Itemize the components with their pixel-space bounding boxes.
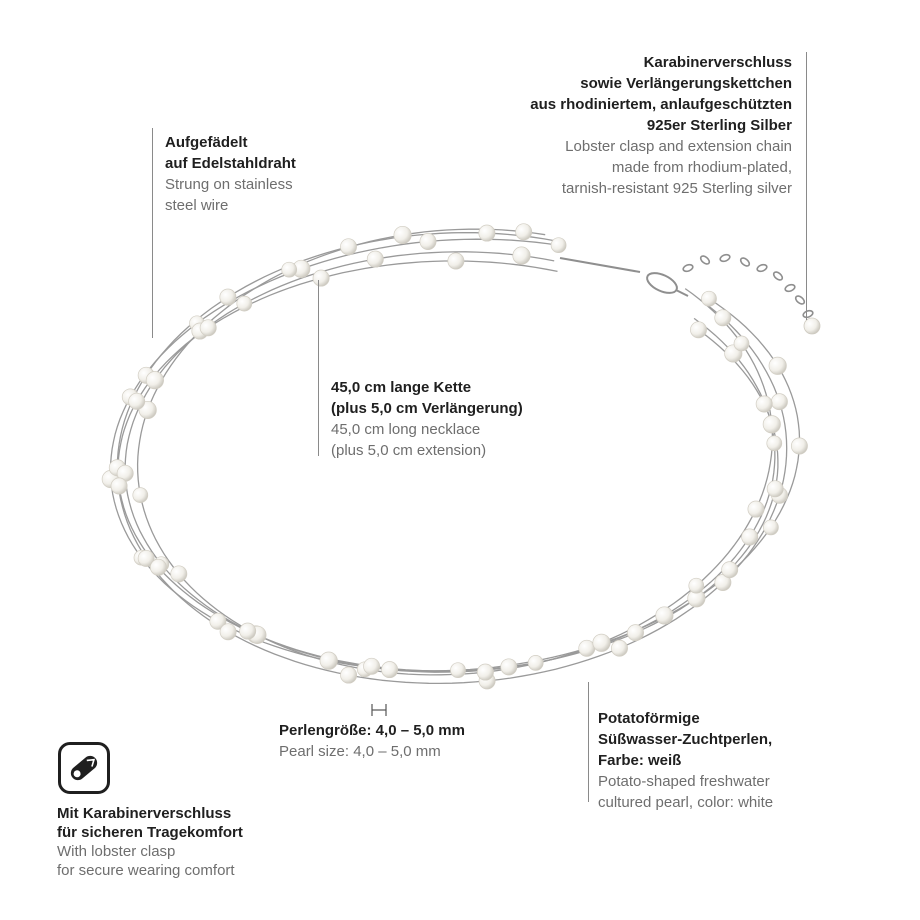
- pearl-type-leader-line: [588, 682, 589, 802]
- length-de-2: (plus 5,0 cm Verlängerung): [331, 400, 523, 417]
- pearl: [420, 233, 436, 249]
- pearl: [734, 336, 749, 351]
- pearl: [313, 270, 329, 286]
- pearl: [448, 253, 464, 269]
- pearl: [742, 529, 758, 545]
- comfort-de-1: Mit Karabinerverschluss: [57, 805, 232, 822]
- pearl: [551, 238, 566, 253]
- pearl: [516, 224, 532, 240]
- pearl: [200, 320, 216, 336]
- wire-de-1: Aufgefädelt: [165, 134, 248, 151]
- chain-link: [784, 283, 795, 292]
- pearl: [240, 623, 256, 639]
- chain-link: [699, 254, 711, 265]
- pearl: [282, 262, 297, 277]
- wire-leader-line: [152, 128, 153, 338]
- chain-link: [719, 253, 730, 262]
- length-en-2: (plus 5,0 cm extension): [331, 442, 487, 459]
- pearl: [690, 322, 706, 338]
- extension-chain: [682, 253, 813, 318]
- lobster-clasp-icon: [58, 742, 110, 794]
- pearl: [528, 655, 543, 670]
- clasp-en-1: Lobster clasp and extension chain: [565, 138, 792, 155]
- pearl: [771, 394, 787, 410]
- clasp-en-3: tarnish-resistant 925 Sterling silver: [561, 180, 792, 197]
- pearl-type-de-3: Farbe: weiß: [598, 752, 682, 769]
- pearl: [513, 247, 530, 264]
- pearl: [150, 559, 166, 575]
- length-annotation: [331, 377, 523, 461]
- wire-strand: [125, 252, 775, 672]
- pearl: [394, 226, 411, 243]
- pearl: [320, 652, 337, 669]
- clasp-de-4: 925er Sterling Silber: [646, 117, 792, 134]
- chain-link: [739, 256, 751, 267]
- lobster-clasp: [560, 258, 688, 297]
- chain-link: [802, 309, 813, 318]
- clasp-de-1: Karabinerverschluss: [643, 54, 792, 71]
- pearl: [763, 520, 778, 535]
- wire-de-2: auf Edelstahldraht: [165, 155, 296, 172]
- length-de-1: 45,0 cm lange Kette: [331, 379, 472, 396]
- pearl: [364, 658, 380, 674]
- wire-en-2: steel wire: [165, 197, 229, 214]
- chain-link: [772, 270, 784, 281]
- pearl: [769, 357, 786, 374]
- clasp-en-2: made from rhodium-plated,: [611, 159, 792, 176]
- pearl-type-en-2: cultured pearl, color: white: [598, 794, 774, 811]
- pearl: [715, 310, 731, 326]
- comfort-de-2: für sicheren Tragekomfort: [57, 824, 243, 841]
- pearl: [722, 562, 738, 578]
- pearl: [382, 662, 398, 678]
- length-leader-line: [318, 280, 319, 456]
- pearl: [479, 225, 495, 241]
- clasp-de-3: aus rhodiniertem, anlaufgeschützten: [530, 96, 792, 113]
- pearl-size-annotation: [279, 720, 465, 762]
- pearl: [689, 578, 704, 593]
- pearl: [748, 501, 764, 517]
- length-en-1: 45,0 cm long necklace: [331, 421, 481, 438]
- pearl-type-de-1: Potatoförmige: [598, 710, 700, 727]
- pearl-size-marker: [372, 704, 386, 716]
- pearl: [171, 566, 187, 582]
- pearl-type-annotation: [598, 708, 773, 813]
- pearl-type-en-1: Potato-shaped freshwater: [598, 773, 770, 790]
- pearl: [111, 478, 127, 494]
- pearl: [133, 488, 148, 503]
- chain-link: [756, 263, 767, 272]
- wire-annotation: [165, 132, 296, 216]
- pearl: [767, 436, 782, 451]
- pearl: [367, 251, 383, 267]
- pearl-size-de: Perlengröße: 4,0 – 5,0 mm: [279, 722, 465, 739]
- comfort-annotation: [57, 804, 243, 880]
- comfort-en-2: for secure wearing comfort: [57, 862, 235, 879]
- wire-en-1: Strung on stainless: [165, 176, 293, 193]
- pearl: [340, 239, 356, 255]
- pearl: [593, 634, 610, 651]
- pearl: [791, 438, 807, 454]
- pearl: [702, 291, 717, 306]
- pearl: [477, 664, 493, 680]
- pearl: [220, 624, 236, 640]
- clasp-annotation: [432, 52, 792, 199]
- pearl-type-de-2: Süßwasser-Zuchtperlen,: [598, 731, 773, 748]
- pearl: [220, 289, 236, 305]
- pearl: [451, 663, 466, 678]
- chain-link: [682, 263, 693, 272]
- pearl-size-en: Pearl size: 4,0 – 5,0 mm: [279, 743, 441, 760]
- pearl: [763, 416, 780, 433]
- pearl: [611, 640, 627, 656]
- clasp-leader-line: [806, 52, 807, 320]
- pearl: [627, 625, 643, 641]
- pearl: [501, 659, 517, 675]
- pearl: [146, 372, 163, 389]
- pearl: [756, 396, 772, 412]
- pearl: [237, 296, 252, 311]
- pearl: [341, 667, 357, 683]
- chain-link: [794, 294, 806, 305]
- pearl: [767, 481, 783, 497]
- pearl: [656, 607, 673, 624]
- chain-end-pearl: [804, 318, 820, 334]
- comfort-en-1: With lobster clasp: [57, 843, 176, 860]
- pearl: [129, 393, 145, 409]
- clasp-de-2: sowie Verlängerungskettchen: [580, 75, 792, 92]
